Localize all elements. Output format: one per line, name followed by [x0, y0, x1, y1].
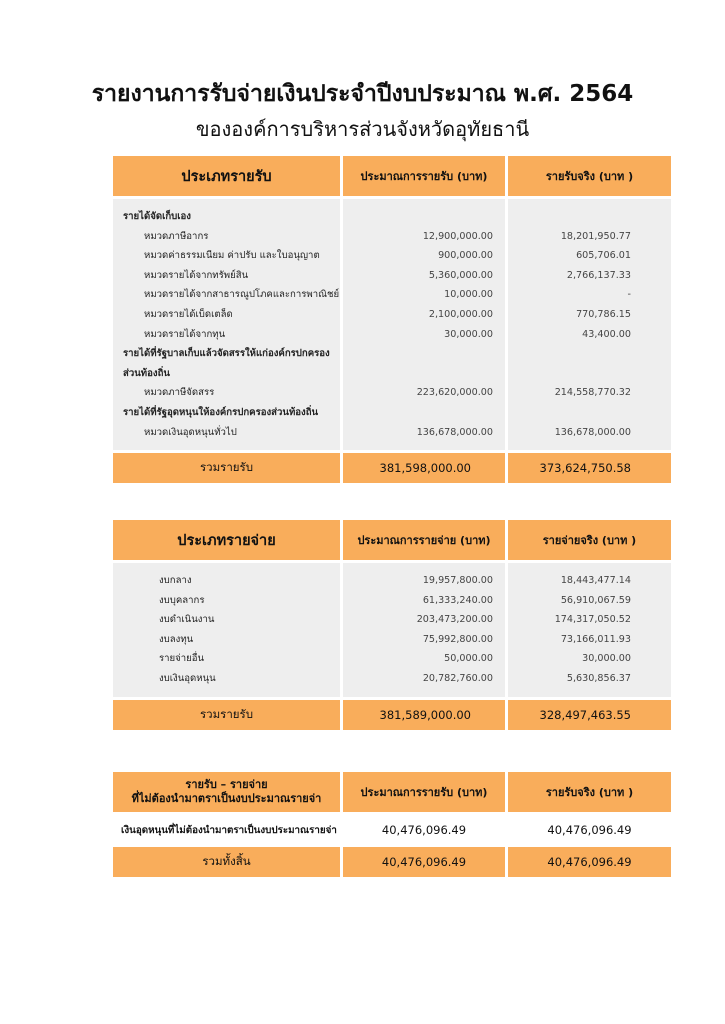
non-budget-total-budget-cell	[343, 847, 505, 877]
income-header-actual: รายรับจริง (บาท )	[508, 156, 671, 196]
expense-total-actual: 328,497,463.55	[539, 707, 631, 722]
expense-total-actual-cell	[508, 700, 671, 730]
income-row-actual: -	[627, 289, 631, 301]
income-row-budget: 136,678,000.00	[416, 426, 493, 438]
income-total-actual: 373,624,750.58	[539, 461, 631, 476]
income-row-actual: 136,678,000.00	[554, 426, 631, 438]
expense-budget-column	[343, 563, 505, 697]
income-row-budget	[343, 403, 505, 423]
expense-header-category: ประเภทรายจ่าย	[113, 520, 340, 560]
expense-row-label: งบกลาง	[159, 575, 192, 586]
income-total-budget: 381,598,000.00	[379, 461, 471, 476]
income-total-label: รวมรายรับ	[113, 453, 340, 483]
income-total-budget-cell	[343, 453, 505, 483]
expense-row-actual: 73,166,011.93	[560, 633, 631, 645]
income-row-label: รายได้จัดเก็บเอง	[123, 211, 191, 222]
non-budget-row-actual: 40,476,096.49	[508, 815, 671, 845]
income-row-actual	[508, 344, 671, 364]
income-row-actual	[508, 207, 671, 227]
income-row-budget	[343, 207, 505, 227]
income-row-label: รายได้ที่รัฐบาลเก็บแล้วจัดสรรให้แก่องค์กรปกครอง	[123, 348, 330, 360]
income-row-actual	[508, 403, 671, 423]
income-row-budget: 2,100,000.00	[428, 308, 493, 320]
income-total-actual-cell	[508, 453, 671, 483]
expense-body	[113, 563, 671, 697]
income-row-budget: 223,620,000.00	[416, 387, 493, 399]
non-budget-header-line1: รายรับ – รายจ่าย	[185, 778, 268, 791]
income-row-label: ส่วนท้องถิ่น	[123, 367, 170, 379]
income-table	[113, 156, 671, 483]
expense-row-label: งบเงินอุดหนุน	[159, 672, 216, 684]
expense-header-actual: รายจ่ายจริง (บาท )	[508, 520, 671, 560]
non-budget-total-row	[113, 847, 671, 877]
income-header-category: ประเภทรายรับ	[113, 156, 340, 196]
income-row-budget: 30,000.00	[444, 328, 493, 340]
non-budget-row-label: เงินอุดหนุนที่ไม่ต้องนำมาตราเป็นงบประมาณรายจ่า	[121, 824, 337, 836]
income-row-budget: 900,000.00	[438, 250, 493, 262]
expense-total-budget-cell	[343, 700, 505, 730]
expense-row-label: งบบุคลากร	[159, 594, 205, 606]
non-budget-row	[113, 815, 671, 845]
income-row-actual: 2,766,137.33	[566, 269, 631, 281]
non-budget-header-actual: รายรับจริง (บาท )	[508, 772, 671, 812]
expense-row-budget: 61,333,240.00	[422, 594, 493, 606]
expense-row-budget: 20,782,760.00	[422, 672, 493, 684]
page-subtitle: ขององค์การบริหารส่วนจังหวัดอุทัยธานี	[195, 117, 530, 141]
expense-row-label: งบดำเนินงาน	[159, 614, 215, 626]
non-budget-header-row	[113, 772, 671, 812]
income-row-budget	[343, 364, 505, 384]
income-header-row	[113, 156, 671, 196]
income-row-label: หมวดรายได้จากทุน	[144, 328, 226, 340]
non-budget-total-actual: 40,476,096.49	[547, 855, 632, 869]
income-row-actual: 43,400.00	[582, 328, 631, 340]
expense-row-budget: 50,000.00	[444, 653, 493, 665]
income-row-label: หมวดค่าธรรมเนียม ค่าปรับ และใบอนุญาต	[144, 250, 320, 262]
expense-label-column	[113, 563, 340, 697]
non-budget-total-budget: 40,476,096.49	[381, 855, 467, 869]
expense-total-budget: 381,589,000.00	[379, 707, 471, 722]
income-row-actual	[508, 364, 671, 384]
expense-row-actual: 18,443,477.14	[560, 575, 631, 586]
non-budget-total-actual-cell	[508, 847, 671, 877]
income-row-label: หมวดเงินอุดหนุนทั่วไป	[144, 426, 237, 438]
non-budget-table	[113, 772, 671, 877]
non-budget-header-line2: ที่ไม่ต้องนำมาตราเป็นงบประมาณรายจ่า	[131, 792, 322, 805]
expense-row-actual: 174,317,050.52	[554, 614, 631, 626]
non-budget-row-budget: 40,476,096.49	[343, 815, 505, 845]
income-row-label: หมวดรายได้เบ็ดเตล็ด	[144, 308, 233, 320]
income-row-label: รายได้ที่รัฐอุดหนุนให้องค์กรปกครองส่วนท้องถิ่น	[123, 406, 319, 418]
expense-row-budget: 19,957,800.00	[422, 575, 493, 586]
expense-actual-column	[508, 563, 671, 697]
income-actual-column	[508, 199, 671, 450]
non-budget-total-label: รวมทั้งสิ้น	[113, 847, 340, 877]
expense-total-label: รวมรายรับ	[113, 700, 340, 730]
income-row-actual: 18,201,950.77	[560, 230, 631, 242]
non-budget-header-category	[113, 772, 340, 812]
income-row-label: หมวดรายได้จากสาธารณูปโภคและการพาณิชย์	[144, 289, 340, 301]
expense-row-actual: 30,000.00	[582, 653, 631, 665]
expense-row-budget: 203,473,200.00	[416, 614, 493, 626]
income-row-label: หมวดภาษีอากร	[144, 230, 209, 242]
income-budget-column	[343, 199, 505, 450]
expense-row-label: งบลงทุน	[159, 633, 194, 645]
expense-header-row	[113, 520, 671, 560]
income-body	[113, 199, 671, 450]
page-title: รายงานการรับจ่ายเงินประจำปีงบประมาณ พ.ศ. 2564	[91, 81, 634, 107]
income-row-actual: 605,706.01	[576, 250, 631, 262]
expense-total-row	[113, 700, 671, 730]
income-row-budget: 10,000.00	[444, 289, 493, 301]
income-label-column	[113, 199, 340, 450]
expense-header-budget: ประมาณการรายจ่าย (บาท)	[343, 520, 505, 560]
expense-row-actual: 56,910,067.59	[560, 594, 631, 606]
income-row-actual: 214,558,770.32	[554, 387, 631, 399]
income-row-budget: 5,360,000.00	[428, 269, 493, 281]
non-budget-header-budget: ประมาณการรายรับ (บาท)	[343, 772, 505, 812]
income-row-budget: 12,900,000.00	[422, 230, 493, 242]
expense-row-budget: 75,992,800.00	[422, 633, 493, 645]
income-header-budget: ประมาณการรายรับ (บาท)	[343, 156, 505, 196]
income-row-actual: 770,786.15	[576, 308, 631, 320]
income-row-label: หมวดรายได้จากทรัพย์สิน	[144, 269, 249, 281]
income-row-budget	[343, 344, 505, 364]
expense-table	[113, 520, 671, 730]
income-total-row	[113, 453, 671, 483]
non-budget-row-label-cell	[113, 815, 340, 845]
income-row-label: หมวดภาษีจัดสรร	[144, 387, 215, 399]
expense-row-actual: 5,630,856.37	[566, 672, 631, 684]
expense-row-label: รายจ่ายอื่น	[159, 653, 205, 665]
